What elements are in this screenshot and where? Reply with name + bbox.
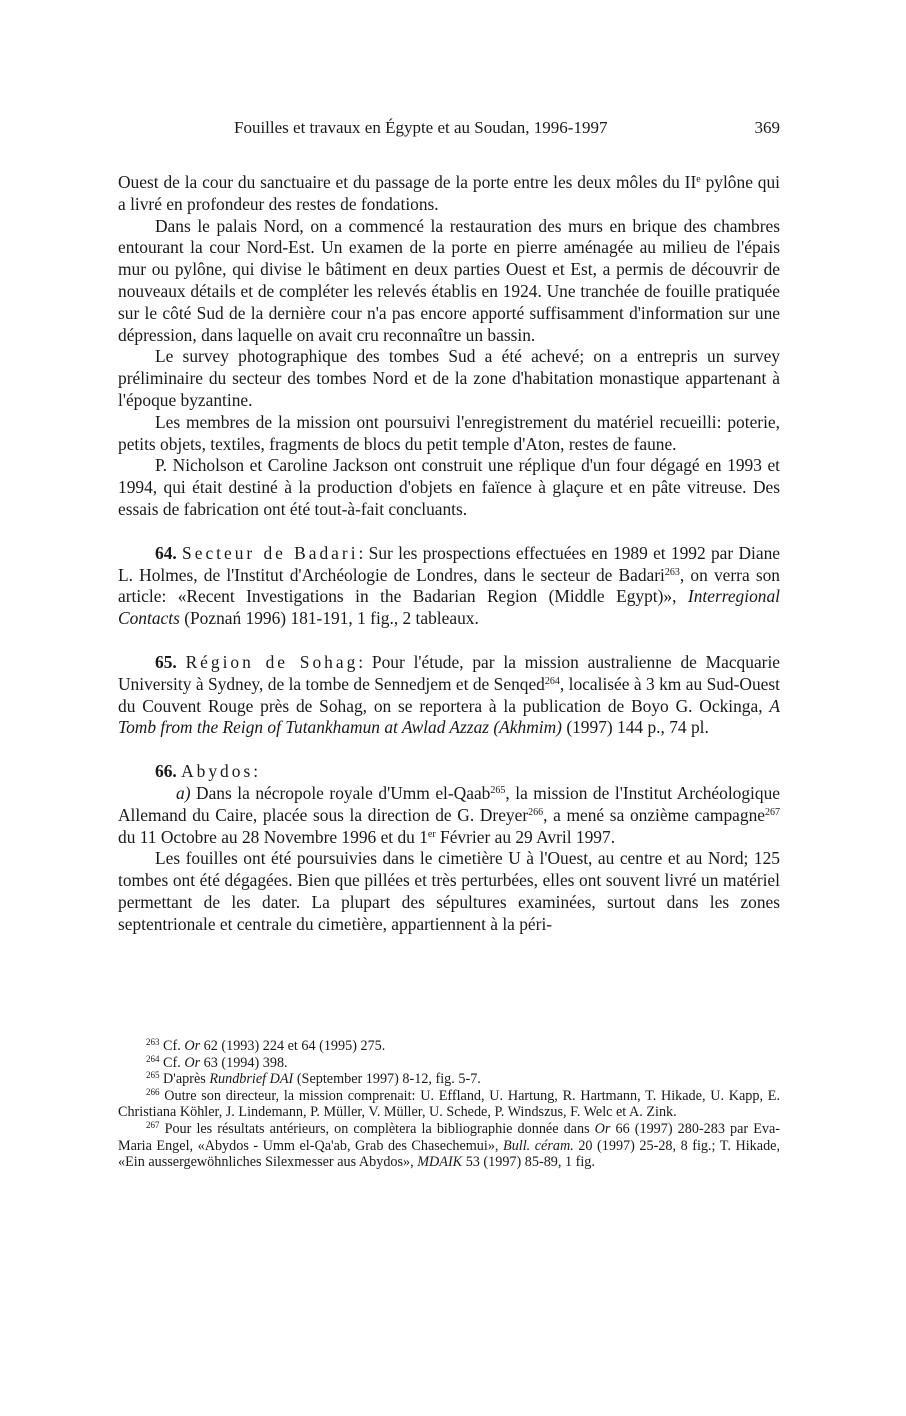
footnote-ref: 263 bbox=[664, 566, 680, 578]
section-number: 65. bbox=[155, 651, 177, 672]
paragraph-66-last: Les fouilles ont été poursuivies dans le cimetière U à l'Ouest, au centre et au Nord; 125 tombes ont été dégagées. Bien que pillées et très perturbées, elles ont souvent livré un matériel permettant de les dater. La plupart des sépultures examinées, surtout dans les zones septentrionale et centrale du cimetière, appartiennent à la péri- bbox=[118, 848, 780, 934]
section-66: 66. Abydos: bbox=[155, 761, 259, 782]
section-heading: Région de Sohag bbox=[185, 651, 359, 672]
page-number: 369 bbox=[754, 118, 780, 137]
paragraph-4: Les membres de la mission ont poursuivi l'enregistrement du matériel recueilli: poterie, petits objets, textiles, fragments de blocs du petit temple d'Aton, restes de faune. bbox=[118, 411, 780, 454]
footnote-266: $^{266}$ Outre son directeur, la mission comprenait: U. Effland, U. Hartung, R. Hartmann, T. Hikade, U. Kapp, E. Christiana Köhler, J. Lindemann, P. Müller, V. Müller, U. Schede, P. Windszus, F. Welc et A. Zink. bbox=[118, 1086, 780, 1121]
footnote-ref: 266 bbox=[528, 806, 544, 818]
footnote-ref: 264 bbox=[544, 675, 560, 687]
section-number: 64. bbox=[155, 542, 177, 563]
footnote-267: $^{267}$ Pour les résultats antérieurs, on complètera la bibliographie donnée dans Or 66 (1997) 280-283 par Eva-Maria Engel, «Abydos - Umm el-Qa'ab, Grab des Chasechemui», Bull. céram. 20 (1997) 25-28, 8 fig.; T. Hikade, «Ein aussergewöhnliches Silexmesser aus Abydos», MDAIK 53 (1997) 85-89, 1 fig. bbox=[118, 1119, 781, 1171]
section-65: 65. Région de Sohag: Pour l'étude, par la mission australienne de Macquarie University à Sydney, de la tombe de Sennedjem et de Senqed$^{264}$, localisée à 3 km au Sud-Ouest du Couvent Rouge près de Sohag, on se reportera à la publication de Boyo G. Ockinga, A Tomb from the Reign of Tutankhamun at Awlad Azzaz (Akhmim) (1997) 144 p., 74 pl. bbox=[118, 651, 781, 738]
running-title: Fouilles et travaux en Égypte et au Soudan, 1996-1997 bbox=[234, 118, 608, 137]
section-heading: Abydos bbox=[181, 761, 254, 782]
paragraph-2: Dans le palais Nord, on a commencé la restauration des murs en brique des chambres entourant la cour Nord-Est. Un examen de la porte en pierre aménagée au milieu de l'épais mur ou pylône, qui divise le bâtiment en deux parties Ouest et Est, a permis de découvrir de nouveaux détails et de compléter les relevés établis en 1924. Une tranchée de fouille pratiquée sur le côté Sud de la dernière cour n'a pas encore apporté suffisamment d'information sur une dépression, dans laquelle on avait cru reconnaître un bassin. bbox=[118, 215, 780, 345]
section-64: 64. Secteur de Badari: Sur les prospections effectuées en 1989 et 1992 par Diane L. Holmes, de l'Institut d'Archéologie de Londres, dans le secteur de Badari$^{263}$, on verra son article: «Recent Investigations in the Badarian Region (Middle Egypt)», Interregional Contacts (Poznań 1996) 181-191, 1 fig., 2 tableaux. bbox=[118, 542, 781, 629]
footnote-263: $^{263}$ Cf. Or 62 (1993) 224 et 64 (1995) 275. bbox=[146, 1037, 386, 1054]
footnote-264: $^{264}$ Cf. Or 63 (1994) 398. bbox=[146, 1053, 288, 1071]
main-text bbox=[118, 172, 780, 936]
footnote-ref: 265 bbox=[490, 784, 506, 796]
paragraph-66a: a) Dans la nécropole royale d'Umm el-Qaab$^{265}$, la mission de l'Institut Archéologique Allemand du Caire, placée sous la direction de G. Dreyer$^{266}$, a mené sa onzième campagne$^{267}$ du 11 Octobre au 28 Novembre 1996 et du 1er Février au 29 Avril 1997. bbox=[118, 782, 780, 847]
paragraph-3: Le survey photographique des tombes Sud a été achevé; on a entrepris un survey préliminaire du secteur des tombes Nord et de la zone d'habitation monastique appartenant à l'époque byzantine. bbox=[118, 346, 780, 410]
paragraph-5: P. Nicholson et Caroline Jackson ont construit une réplique d'un four dégagé en 1993 et 1994, qui était destiné à la production d'objets en faïence à glaçure et en pâte vitreuse. Des essais de fabrication ont été tout-à-fait concluants. bbox=[118, 455, 780, 519]
section-heading: Secteur de Badari bbox=[182, 542, 359, 563]
footnote-ref: 267 bbox=[765, 806, 780, 818]
footnote-265: $^{265}$ D'après Rundbrief DAI (September 1997) 8-12, fig. 5-7. bbox=[146, 1070, 481, 1088]
running-header bbox=[118, 118, 780, 142]
section-number: 66. bbox=[155, 761, 177, 782]
paragraph-1: Ouest de la cour du sanctuaire et du passage de la porte entre les deux môles du IIe pylône qui a livré en profondeur des restes de fondations. bbox=[118, 172, 781, 214]
footnotes bbox=[118, 1038, 780, 1171]
